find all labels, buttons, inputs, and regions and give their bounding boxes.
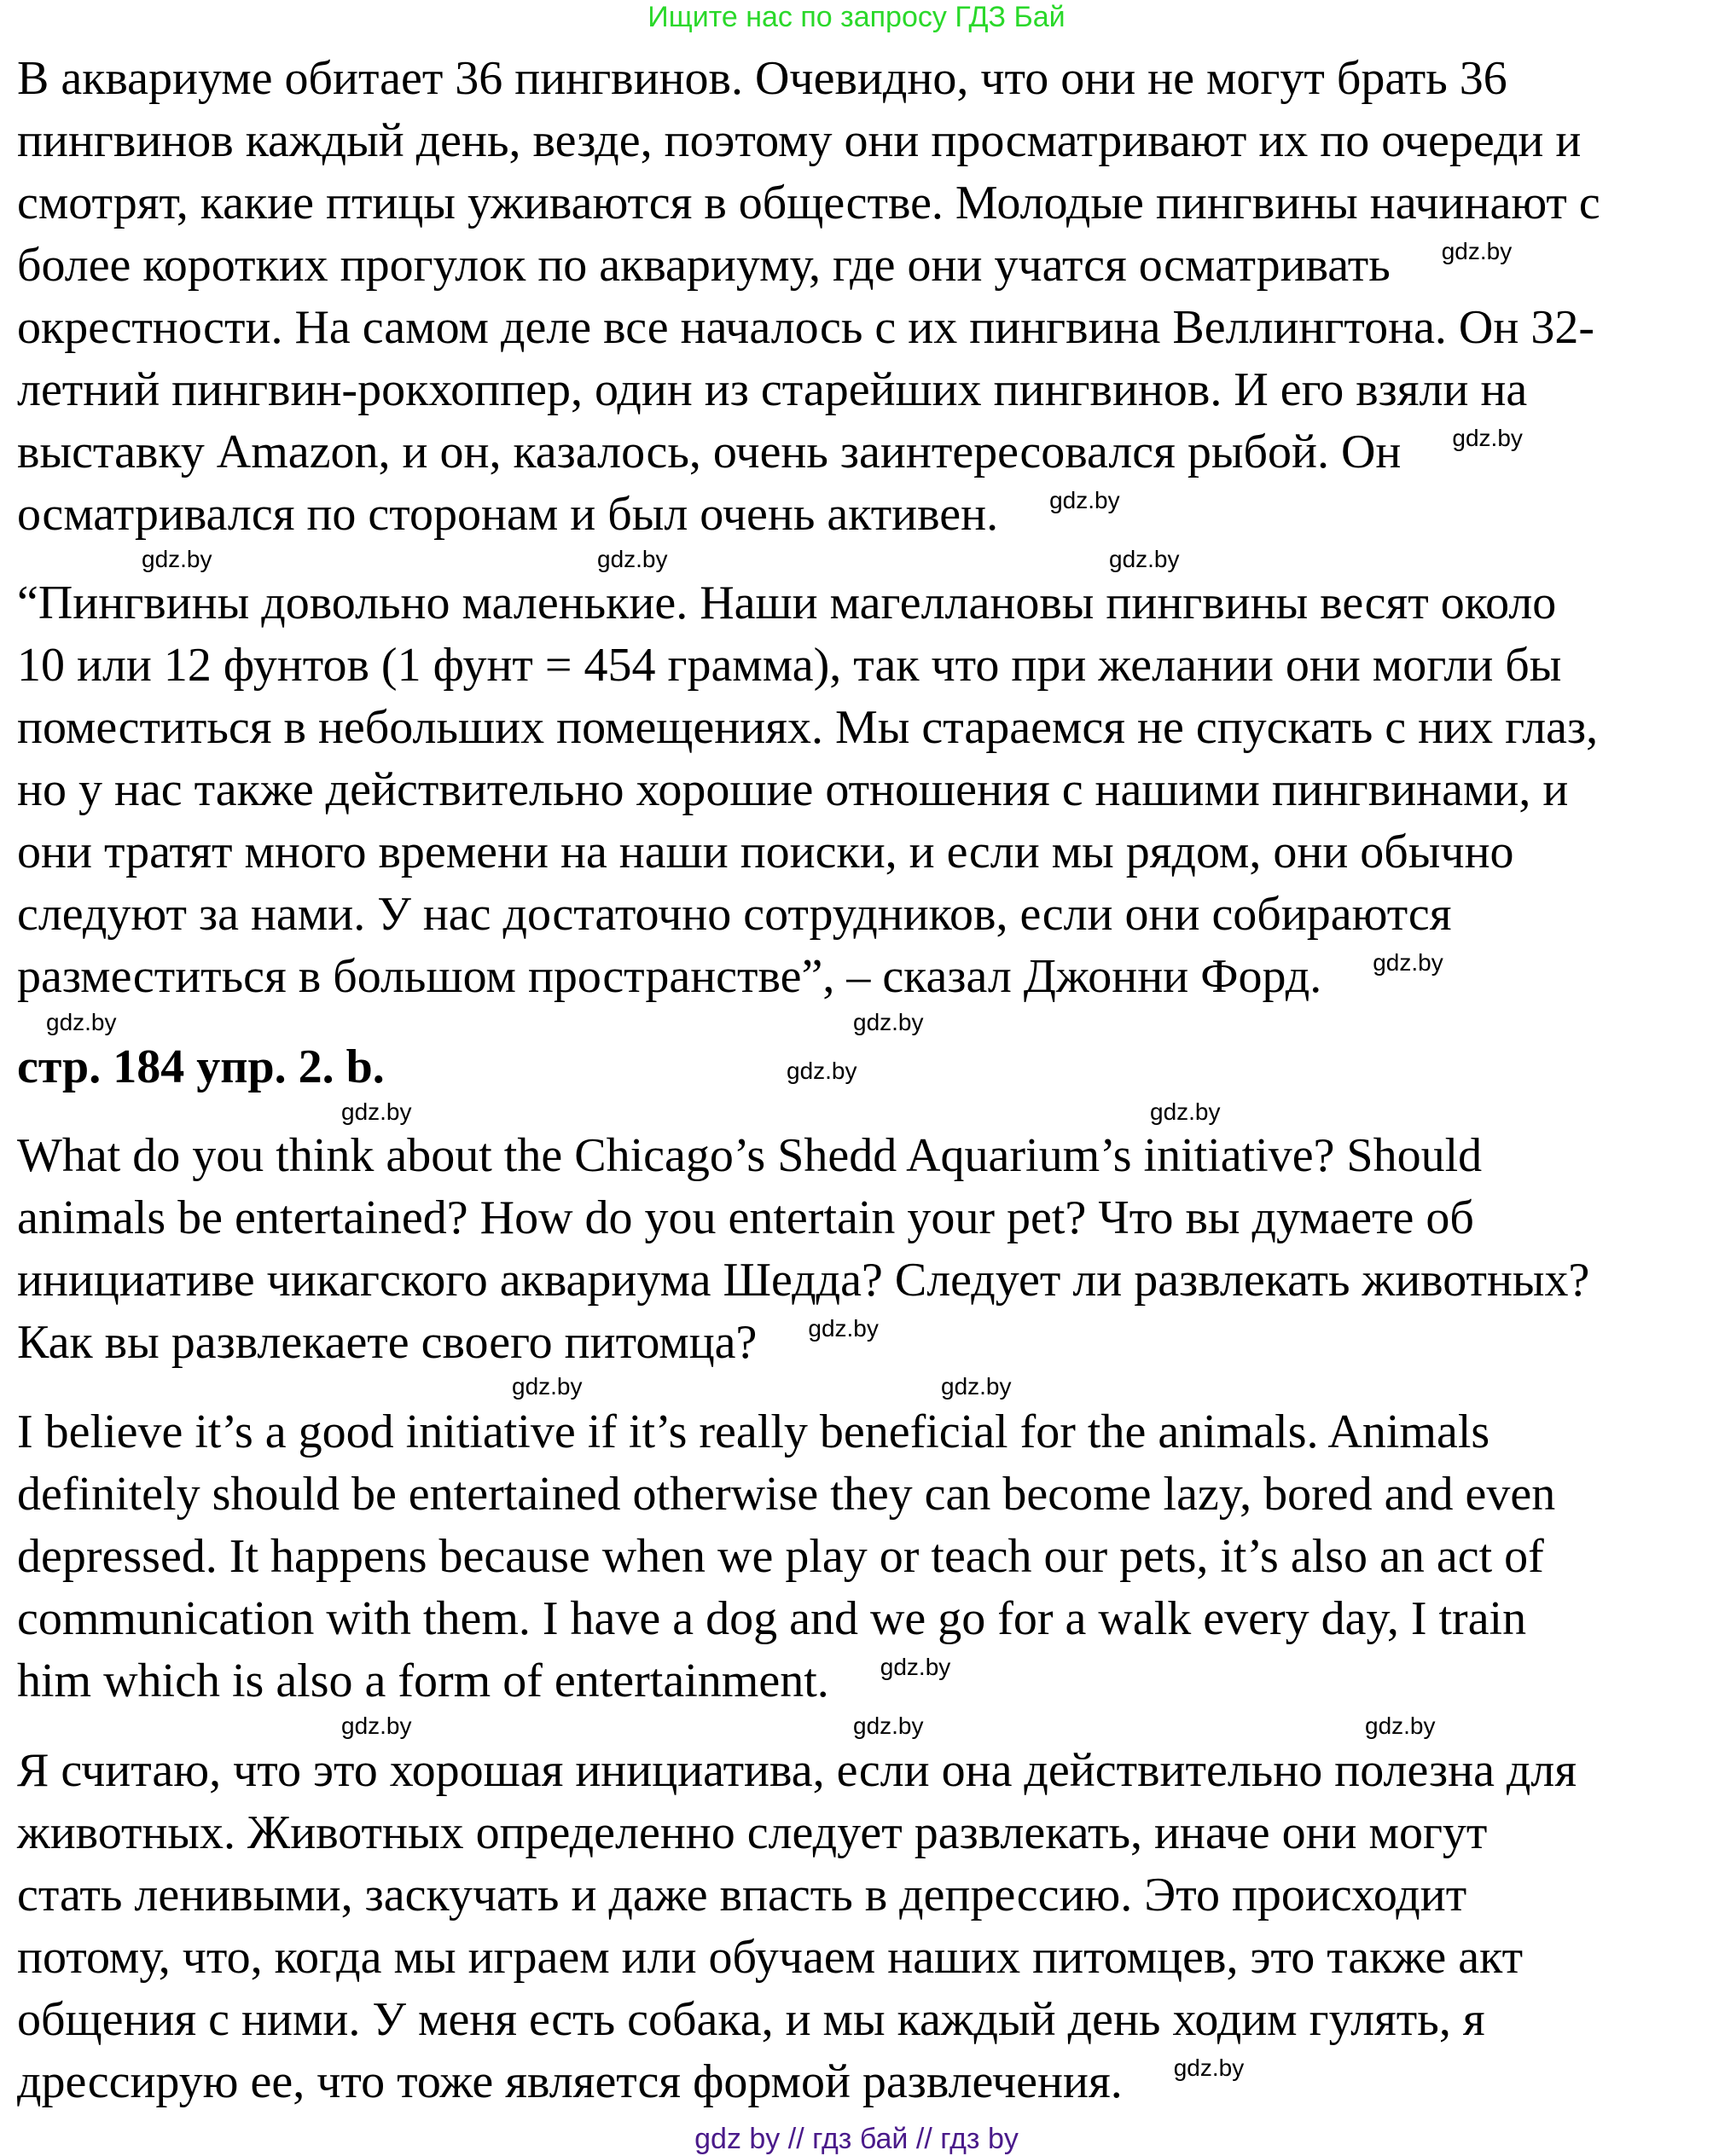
watermark-text: gdz.by xyxy=(880,1654,951,1680)
text-line-content: Как вы развлекаете своего питомца? xyxy=(17,1316,758,1369)
text-line xyxy=(17,1128,1482,1183)
text-line-content: him which is also a form of entertainment. xyxy=(17,1655,829,1707)
text-line xyxy=(17,113,1581,168)
text-line xyxy=(17,425,1523,479)
watermark-text: gdz.by xyxy=(1441,238,1513,264)
text-line xyxy=(17,1654,950,1708)
watermark-text: gdz.by xyxy=(1049,487,1120,513)
text-line xyxy=(17,1315,879,1370)
text-line-content: выставку Amazon, и он, казалось, очень заинтересовался рыбой. Он xyxy=(17,426,1402,478)
search-banner: Ищите нас по запросу ГДЗ Бай xyxy=(647,1,1066,33)
text-line-content: 10 или 12 фунтов (1 фунт = 454 грамма), так что при желании они могли бы xyxy=(17,639,1562,692)
text-line-content: летний пингвин-рокхоппер, один из старейших пингвинов. И его взяли на xyxy=(17,363,1528,416)
text-line-content: но у нас также действительно хорошие отношения с нашими пингвинами, и xyxy=(17,763,1569,816)
text-line xyxy=(17,762,1568,817)
watermark-text: gdz.by xyxy=(787,1058,857,1084)
watermark-text: gdz.by xyxy=(341,1098,412,1125)
text-line xyxy=(17,487,1120,542)
watermark-text: gdz.by xyxy=(1452,425,1523,451)
text-line-content: потому, что, когда мы играем или обучаем наших питомцев, это также акт xyxy=(17,1931,1524,1984)
text-line xyxy=(17,1992,1485,2047)
text-line-content: осматривался по сторонам и был очень активен. xyxy=(17,488,999,541)
text-line-content: поместиться в небольших помещениях. Мы стараемся не спускать с них глаз, xyxy=(17,701,1599,754)
text-line-content: “Пингвины довольно маленькие. Наши магеллановы пингвины весят около xyxy=(17,577,1557,629)
text-line xyxy=(17,1930,1523,1985)
text-line-content: окрестности. На самом деле все началось с их пингвина Веллингтона. Он 32- xyxy=(17,301,1594,354)
text-line xyxy=(17,1529,1544,1584)
text-line-content: общения с ними. У меня есть собака, и мы каждый день ходим гулять, я xyxy=(17,1993,1485,2046)
watermark-text: gdz.by xyxy=(46,1009,117,1035)
text-line xyxy=(17,300,1594,355)
text-line-content: depressed. It happens because when we play or teach our pets, it’s also an act of xyxy=(17,1530,1544,1583)
watermark-text: gdz.by xyxy=(142,546,212,572)
text-line xyxy=(17,576,1556,630)
text-line xyxy=(17,1467,1555,1521)
text-line xyxy=(17,1805,1487,1860)
watermark-text: gdz.by xyxy=(1150,1098,1221,1125)
watermark-text: gdz.by xyxy=(1365,1713,1436,1739)
text-line-content: инициативе чикагского аквариума Шедда? Следует ли развлекать животных? xyxy=(17,1254,1590,1307)
text-line-content: более коротких прогулок по аквариуму, где они учатся осматривать xyxy=(17,239,1391,292)
text-line-content: животных. Животных определенно следует развлекать, иначе они могут xyxy=(17,1806,1488,1859)
text-line xyxy=(17,51,1507,106)
text-line-content: Я считаю, что это хорошая инициатива, если она действительно полезна для xyxy=(17,1744,1577,1797)
text-line xyxy=(17,825,1514,879)
text-line-content: смотрят, какие птицы уживаются в обществе. Молодые пингвины начинают с xyxy=(17,177,1600,229)
watermark-text: gdz.by xyxy=(512,1373,583,1400)
text-line-content: communication with them. I have a dog and we go for a walk every day, I train xyxy=(17,1592,1527,1645)
text-line xyxy=(17,887,1451,942)
watermark-text: gdz.by xyxy=(853,1713,924,1739)
text-line xyxy=(17,949,1443,1004)
watermark-text: gdz.by xyxy=(941,1373,1012,1400)
text-line xyxy=(17,638,1561,693)
watermark-text: gdz.by xyxy=(808,1315,879,1342)
text-line-content: definitely should be entertained otherwise they can become lazy, bored and even xyxy=(17,1468,1556,1521)
exercise-heading: стр. 184 упр. 2. b. xyxy=(17,1040,385,1093)
text-line-content: пингвинов каждый день, везде, поэтому они просматривают их по очереди и xyxy=(17,114,1582,167)
text-line-content: следуют за нами. У нас достаточно сотрудников, если они собираются xyxy=(17,888,1452,941)
text-line-content: они тратят много времени на наши поиски, и если мы рядом, они обычно xyxy=(17,826,1514,878)
text-line xyxy=(17,1253,1589,1307)
watermark-text: gdz.by xyxy=(1373,949,1443,976)
text-line xyxy=(17,1591,1526,1646)
text-line-content: стать ленивыми, заскучать и даже впасть в депрессию. Это происходит xyxy=(17,1869,1467,1921)
text-line xyxy=(17,700,1598,755)
text-line-content: What do you think about the Chicago’s Shedd Aquarium’s initiative? Should xyxy=(17,1129,1483,1182)
footer-watermark: gdz by // гдз бай // гдз by xyxy=(694,2123,1019,2155)
watermark-text: gdz.by xyxy=(597,546,668,572)
text-line xyxy=(17,1405,1489,1459)
watermark-text: gdz.by xyxy=(1173,2055,1245,2081)
text-line-content: animals be entertained? How do you entertain your pet? Что вы думаете об xyxy=(17,1191,1474,1244)
watermark-text: gdz.by xyxy=(341,1713,412,1739)
text-line xyxy=(17,1868,1466,1922)
text-line xyxy=(17,238,1512,293)
text-line xyxy=(17,362,1527,417)
text-line xyxy=(17,176,1600,230)
text-line xyxy=(17,1191,1474,1245)
watermark-text: gdz.by xyxy=(1109,546,1180,572)
watermark-text: gdz.by xyxy=(853,1009,924,1035)
text-line-content: В аквариуме обитает 36 пингвинов. Очевидно, что они не могут брать 36 xyxy=(17,52,1507,105)
text-line-content: I believe it’s a good initiative if it’s really beneficial for the animals. Animals xyxy=(17,1405,1490,1458)
text-line xyxy=(17,1743,1577,1798)
text-line-content: дрессирую ее, что тоже является формой развлечения. xyxy=(17,2055,1123,2108)
text-line xyxy=(17,2055,1244,2109)
text-line-content: разместиться в большом пространстве”, – сказал Джонни Форд. xyxy=(17,950,1322,1003)
